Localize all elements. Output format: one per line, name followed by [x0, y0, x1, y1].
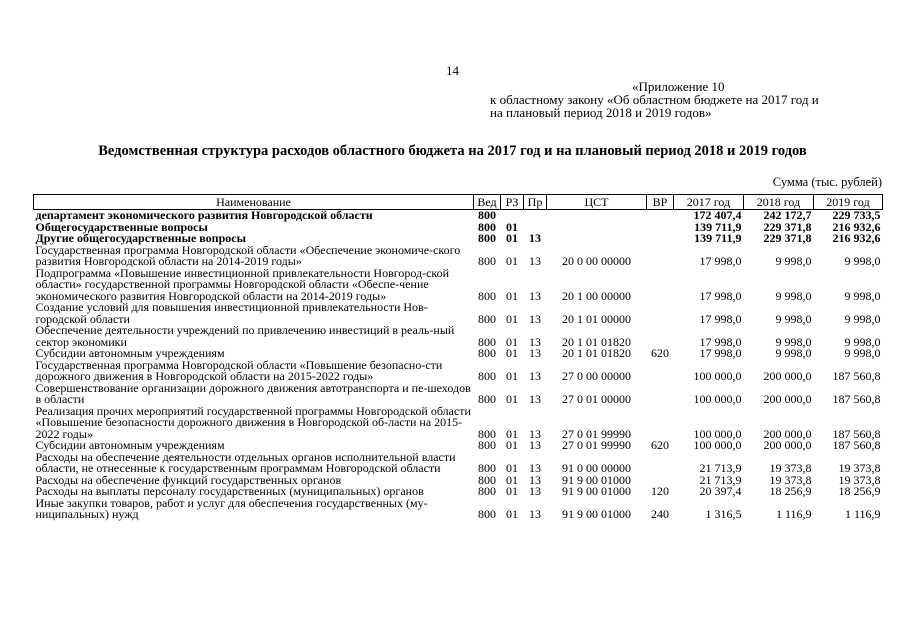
cell-pr: 13 — [529, 334, 541, 349]
cell-cst: 20 1 00 00000 — [562, 288, 631, 303]
cell-2019: 187 560,8 — [832, 426, 881, 441]
cell-2019: 9 998,0 — [844, 288, 881, 303]
cell-2018: 200 000,0 — [763, 426, 812, 441]
header-ved: Вед — [474, 195, 501, 210]
cell-ved: 800 — [478, 484, 496, 498]
table-row — [34, 406, 883, 441]
cell-name: Реализация прочих мероприятий государственной программы Новгородской области «Повышение безопасности дорожного движения в Новгородской об-ласти на 2015-2022 годы» — [35, 403, 471, 441]
cell-ved: 800 — [478, 426, 496, 441]
cell-ved: 800 — [478, 208, 496, 222]
cell-vr — [647, 325, 674, 348]
cell-2017: 21 713,9 — [699, 461, 742, 475]
cell-2019: 18 256,9 — [838, 484, 881, 498]
cell-2018: 229 371,8 — [763, 231, 812, 245]
cell-name: департамент экономического развития Новгородской области — [35, 208, 373, 222]
cell-cst: 20 1 01 01820 — [562, 346, 631, 360]
cell-2017: 17 998,0 — [699, 288, 742, 303]
cell-pr: 13 — [529, 392, 541, 406]
table-row — [34, 360, 883, 383]
cell-cst: 91 9 00 01000 — [562, 484, 631, 498]
cell-2019: 19 373,8 — [838, 461, 881, 475]
cell-2018: 19 373,8 — [769, 461, 812, 475]
cell-2018: 229 371,8 — [763, 219, 812, 234]
cell-cst: 27 0 00 00000 — [562, 369, 631, 383]
cell-vr — [647, 245, 674, 268]
cell-ved: 800 — [478, 346, 496, 360]
cell-2019: 216 932,6 — [832, 231, 881, 245]
table-row — [34, 383, 883, 406]
cell-2017: 139 711,9 — [694, 219, 742, 234]
header-vr: ВР — [647, 195, 674, 210]
table-row — [34, 302, 883, 325]
cell-vr: 120 — [651, 484, 669, 498]
cell-name: Расходы на обеспечение функций государственных органов — [35, 472, 342, 487]
cell-vr — [647, 233, 674, 245]
header-name: Наименование — [34, 195, 474, 210]
cell-2017: 100 000,0 — [693, 369, 742, 383]
cell-rz: 01 — [506, 219, 518, 234]
cell-rz: 01 — [506, 231, 518, 245]
cell-name: Другие общегосударственные вопросы — [35, 231, 246, 245]
cell-2017: 172 407,4 — [693, 208, 742, 222]
cell-2019: 9 998,0 — [844, 334, 881, 349]
cell-vr — [647, 452, 674, 475]
cell-name: Расходы на обеспечение деятельности отдельных органов исполнительной власти области, не отнесенные к государственным программам Новгородской области — [35, 449, 456, 475]
appendix-line-2: к областному закону «Об областном бюджете на 2017 год и — [490, 92, 819, 107]
cell-name: Государственная программа Новгородской области «Обеспечение экономиче-ского развития Новгородской области на 2014-2019 годы» — [35, 242, 461, 268]
cell-2017: 17 998,0 — [699, 311, 742, 326]
budget-table — [33, 194, 883, 521]
header-pr: Пр — [524, 195, 547, 210]
header-2017: 2017 год — [674, 195, 744, 210]
cell-2017: 21 713,9 — [699, 472, 742, 487]
cell-rz: 01 — [506, 346, 518, 360]
cell-pr: 13 — [529, 231, 541, 245]
cell-cst — [547, 233, 647, 245]
cell-vr — [647, 302, 674, 325]
cell-vr: 620 — [651, 438, 669, 452]
cell-2019: 1 116,9 — [844, 507, 881, 521]
table-row — [34, 452, 883, 475]
cell-ved: 800 — [478, 507, 496, 521]
cell-ved: 800 — [478, 369, 496, 383]
cell-vr — [647, 222, 674, 234]
cell-name: Государственная программа Новгородской области «Повышение безопасно-сти дорожного движения в Новгородской области на 2015-2022 годы» — [35, 357, 443, 383]
cell-2017: 100 000,0 — [693, 426, 742, 441]
cell-ved: 800 — [478, 472, 496, 487]
table-row — [34, 325, 883, 348]
cell-rz: 01 — [506, 288, 518, 303]
cell-2019: 9 998,0 — [844, 311, 881, 326]
cell-2019: 19 373,8 — [838, 472, 881, 487]
cell-rz: 01 — [506, 254, 518, 268]
cell-2017: 1 316,5 — [705, 507, 742, 521]
cell-pr: 13 — [529, 426, 541, 441]
cell-vr — [647, 360, 674, 383]
cell-rz: 01 — [506, 426, 518, 441]
cell-2017: 20 397,4 — [699, 484, 742, 498]
cell-name: Подпрограмма «Повышение инвестиционной привлекательности Новгород-ской области» государственной программы Новгородской области «Обеспе-чение экономического развития Новгородской области на 2014-2019 годы» — [35, 265, 450, 303]
cell-rz: 01 — [506, 334, 518, 349]
cell-vr — [647, 268, 674, 303]
cell-rz: 01 — [506, 507, 518, 521]
appendix-header — [490, 80, 819, 119]
page-number: 14 — [446, 63, 459, 78]
cell-2018: 9 998,0 — [775, 334, 812, 349]
appendix-line-1: «Приложение 10 — [632, 79, 725, 94]
table-row — [34, 498, 883, 521]
cell-name: Совершенствование организации дорожного движения автотранспорта и пе-шеходов в области — [35, 380, 471, 406]
cell-ved: 800 — [478, 254, 496, 268]
cell-pr: 13 — [529, 254, 541, 268]
cell-cst — [547, 210, 647, 222]
cell-vr — [647, 383, 674, 406]
cell-name: Общегосударственные вопросы — [35, 219, 208, 234]
cell-rz: 01 — [506, 484, 518, 498]
cell-2017: 17 998,0 — [699, 254, 742, 268]
header-2018: 2018 год — [744, 195, 814, 210]
cell-2018: 19 373,8 — [769, 472, 812, 487]
cell-2018: 200 000,0 — [763, 392, 812, 406]
cell-pr: 13 — [529, 472, 541, 487]
cell-cst: 20 1 01 01820 — [562, 334, 631, 349]
cell-cst: 91 0 00 00000 — [562, 461, 631, 475]
cell-ved: 800 — [478, 392, 496, 406]
cell-pr — [524, 210, 547, 222]
cell-2019: 187 560,8 — [832, 392, 881, 406]
cell-ved: 800 — [478, 231, 496, 245]
cell-pr: 13 — [529, 288, 541, 303]
cell-cst: 20 1 01 00000 — [562, 311, 631, 326]
cell-rz: 01 — [506, 369, 518, 383]
header-rz: РЗ — [501, 195, 524, 210]
cell-name: Создание условий для повышения инвестиционной привлекательности Нов-городской области — [35, 300, 428, 326]
cell-cst: 27 0 01 00000 — [562, 392, 631, 406]
cell-cst: 27 0 01 99990 — [562, 438, 631, 452]
cell-rz: 01 — [506, 311, 518, 326]
cell-2017: 139 711,9 — [694, 231, 742, 245]
cell-vr — [647, 406, 674, 441]
cell-2018: 9 998,0 — [775, 346, 812, 360]
cell-pr: 13 — [529, 484, 541, 498]
units-label: Сумма (тыс. рублей) — [772, 175, 882, 189]
cell-2018: 9 998,0 — [775, 288, 812, 303]
cell-pr: 13 — [529, 438, 541, 452]
cell-2017: 100 000,0 — [693, 392, 742, 406]
cell-vr: 240 — [651, 507, 669, 521]
cell-name: Субсидии автономным учреждениям — [35, 346, 225, 360]
cell-rz: 01 — [506, 438, 518, 452]
table-body — [34, 210, 883, 521]
cell-name: Иные закупки товаров, работ и услуг для обеспечения государственных (му-ниципальных) нужд — [35, 495, 428, 521]
cell-2018: 18 256,9 — [769, 484, 812, 498]
cell-ved: 800 — [478, 288, 496, 303]
cell-pr: 13 — [529, 507, 541, 521]
cell-2019: 9 998,0 — [844, 254, 881, 268]
cell-2019: 229 733,5 — [832, 208, 881, 222]
cell-rz: 01 — [506, 461, 518, 475]
cell-pr: 13 — [529, 311, 541, 326]
table-row — [34, 245, 883, 268]
cell-name: Расходы на выплаты персоналу государственных (муниципальных) органов — [35, 484, 424, 498]
cell-pr: 13 — [529, 369, 541, 383]
cell-rz: 01 — [506, 472, 518, 487]
appendix-line-3: на плановый период 2018 и 2019 годов» — [490, 105, 712, 120]
cell-2017: 17 998,0 — [699, 346, 742, 360]
cell-cst — [547, 222, 647, 234]
cell-2018: 200 000,0 — [763, 369, 812, 383]
cell-cst: 20 0 00 00000 — [562, 254, 631, 268]
cell-2018: 9 998,0 — [775, 311, 812, 326]
header-2019: 2019 год — [814, 195, 883, 210]
cell-2018: 200 000,0 — [763, 438, 812, 452]
cell-ved: 800 — [478, 438, 496, 452]
cell-ved: 800 — [478, 219, 496, 234]
cell-ved: 800 — [478, 311, 496, 326]
cell-cst: 91 9 00 01000 — [562, 507, 631, 521]
cell-2018: 1 116,9 — [775, 507, 812, 521]
cell-2019: 216 932,6 — [832, 219, 881, 234]
header-cst: ЦСТ — [547, 195, 647, 210]
cell-vr: 620 — [651, 346, 669, 360]
cell-vr — [647, 210, 674, 222]
cell-name: Обеспечение деятельности учреждений по привлечению инвестиций в реаль-ный сектор экономики — [35, 323, 455, 349]
cell-2019: 9 998,0 — [844, 346, 881, 360]
cell-ved: 800 — [478, 334, 496, 349]
cell-2019: 187 560,8 — [832, 438, 881, 452]
cell-cst: 27 0 01 99990 — [562, 426, 631, 441]
cell-2018: 242 172,7 — [763, 208, 812, 222]
cell-2017: 17 998,0 — [699, 334, 742, 349]
document-title: Ведомственная структура расходов областного бюджета на 2017 год и на плановый период 2018 и 2019 годов — [98, 143, 807, 159]
cell-2018: 9 998,0 — [775, 254, 812, 268]
table-row — [34, 268, 883, 303]
cell-rz: 01 — [506, 392, 518, 406]
cell-ved: 800 — [478, 461, 496, 475]
cell-2017: 100 000,0 — [693, 438, 742, 452]
cell-name: Субсидии автономным учреждениям — [35, 438, 225, 452]
cell-pr: 13 — [529, 461, 541, 475]
cell-2019: 187 560,8 — [832, 369, 881, 383]
cell-cst: 91 9 00 01000 — [562, 472, 631, 487]
cell-pr: 13 — [529, 346, 541, 360]
